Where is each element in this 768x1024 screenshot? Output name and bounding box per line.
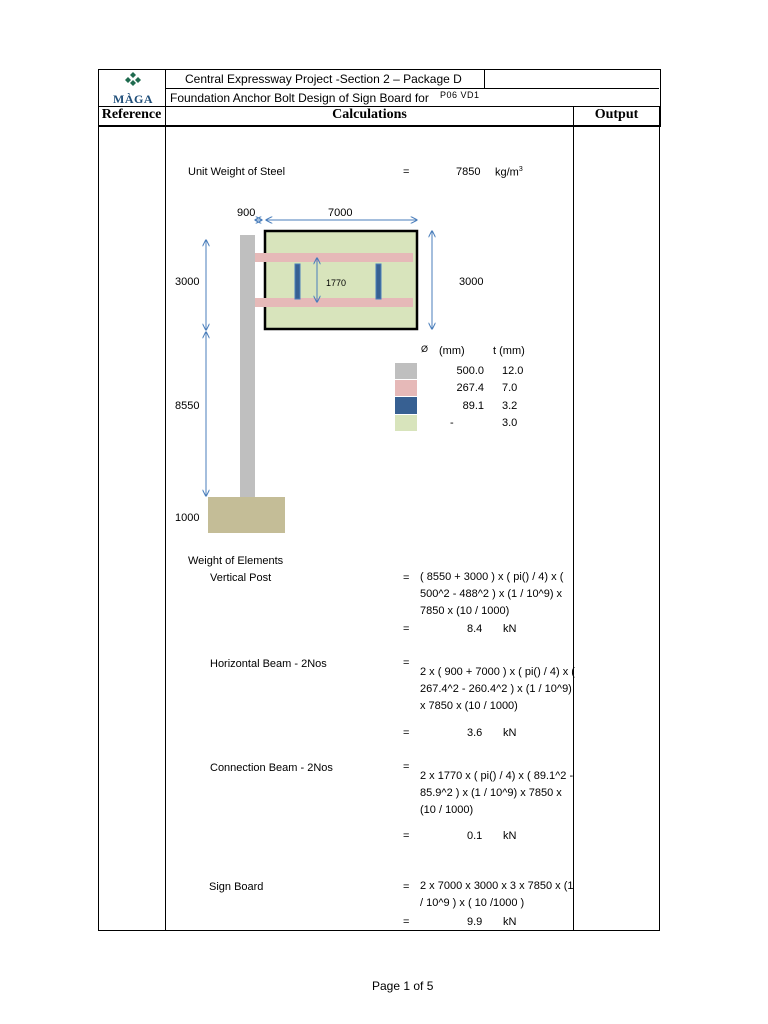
connection-beam-unit: kN: [503, 830, 517, 842]
dim-label-3000-right: 3000: [459, 276, 484, 288]
legend-phi-symbol: Ø: [421, 344, 429, 354]
legend-dia-connection: 89.1: [462, 400, 484, 412]
horizontal-beam-bottom: [255, 298, 413, 307]
connection-beam-left: [295, 264, 300, 299]
unit-weight-label: Unit Weight of Steel: [188, 166, 286, 178]
dim-label-1000: 1000: [175, 512, 200, 524]
legend-swatch-connection: [395, 397, 417, 414]
connection-beam-result-eq: =: [403, 830, 410, 842]
dim-label-8550: 8550: [175, 400, 200, 412]
horizontal-beam-result-eq: =: [403, 727, 410, 739]
vertical-post: [240, 235, 255, 499]
unit-weight-eq: =: [403, 166, 410, 178]
dim-label-7000: 7000: [328, 207, 353, 219]
vertical-post-result: 8.4: [467, 623, 483, 635]
sign-board-eq: =: [403, 881, 410, 893]
foundation-block: [208, 497, 285, 533]
legend-t-beam: 7.0: [502, 382, 518, 394]
legend-t-board: 3.0: [502, 417, 518, 429]
unit-weight-unit-sup: 3: [518, 166, 523, 173]
legend-dia-post: 500.0: [456, 365, 484, 377]
connection-beam-label: Connection Beam - 2Nos: [210, 762, 333, 774]
sign-board-result-eq: =: [403, 916, 410, 928]
document-title: Foundation Anchor Bolt Design of Sign Board for: [170, 91, 429, 105]
legend-dia-board: -: [450, 417, 454, 429]
calculations-header: Calculations: [332, 107, 407, 122]
horizontal-beam-unit: kN: [503, 727, 517, 739]
connection-beam-eq: =: [403, 761, 410, 773]
legend-t-header: t (mm): [493, 345, 525, 357]
connection-beam-right: [376, 264, 381, 299]
connection-beam-result: 0.1: [467, 830, 483, 842]
weights-heading: Weight of Elements: [188, 555, 284, 567]
sign-board-formula: 2 x 7000 x 3000 x 3 x 7850 x (1 / 10^9 ) x ( 10 /1000 ): [420, 880, 574, 909]
legend-swatch-post: [395, 363, 417, 379]
legend-t-connection: 3.2: [502, 400, 518, 412]
connection-beam-formula: 2 x 1770 x ( pi() / 4) x ( 89.1^2 - 85.9^2 ) x (1 / 10^9) x 7850 x (10 / 1000): [420, 770, 574, 816]
legend-mm-header: (mm): [439, 345, 465, 357]
legend-swatch-beam: [395, 380, 417, 396]
horizontal-beam-result: 3.6: [467, 727, 483, 739]
vertical-post-label: Vertical Post: [210, 572, 272, 584]
vertical-post-unit: kN: [503, 623, 517, 635]
horizontal-beam-eq: =: [403, 657, 410, 669]
vertical-post-eq: =: [403, 572, 410, 584]
dim-label-1770: 1770: [326, 278, 347, 288]
horizontal-beam-formula: 2 x ( 900 + 7000 ) x ( pi() / 4) x ( 267.4^2 - 260.4^2 ) x (1 / 10^9) x 7850 x (10 / 1000): [420, 666, 575, 712]
dim-label-3000-left: 3000: [175, 276, 200, 288]
reference-header: Reference: [101, 107, 162, 122]
vertical-post-formula: ( 8550 + 3000 ) x ( pi() / 4) x ( 500^2 - 488^2 ) x (1 / 10^9) x 7850 x (10 / 1000): [420, 571, 564, 617]
sign-board-result: 9.9: [467, 916, 483, 928]
output-header: Output: [594, 107, 639, 122]
legend-t-post: 12.0: [502, 365, 524, 377]
sign-board-label: Sign Board: [209, 881, 264, 893]
document-code: P06 VD1: [440, 90, 480, 100]
unit-weight-value: 7850: [456, 166, 481, 178]
legend-dia-beam: 267.4: [456, 382, 484, 394]
page-number: Page 1 of 5: [372, 979, 434, 993]
project-title: Central Expressway Project -Section 2 – Package D: [185, 72, 462, 86]
horizontal-beam-top: [255, 253, 413, 262]
vertical-post-result-eq: =: [403, 623, 410, 635]
dim-label-900: 900: [237, 207, 256, 219]
sign-board-unit: kN: [503, 916, 517, 928]
unit-weight-unit-text: kg/m: [495, 166, 519, 179]
legend-swatch-board: [395, 415, 417, 431]
logo-text: MÀGA: [113, 92, 153, 106]
horizontal-beam-label: Horizontal Beam - 2Nos: [210, 658, 327, 670]
